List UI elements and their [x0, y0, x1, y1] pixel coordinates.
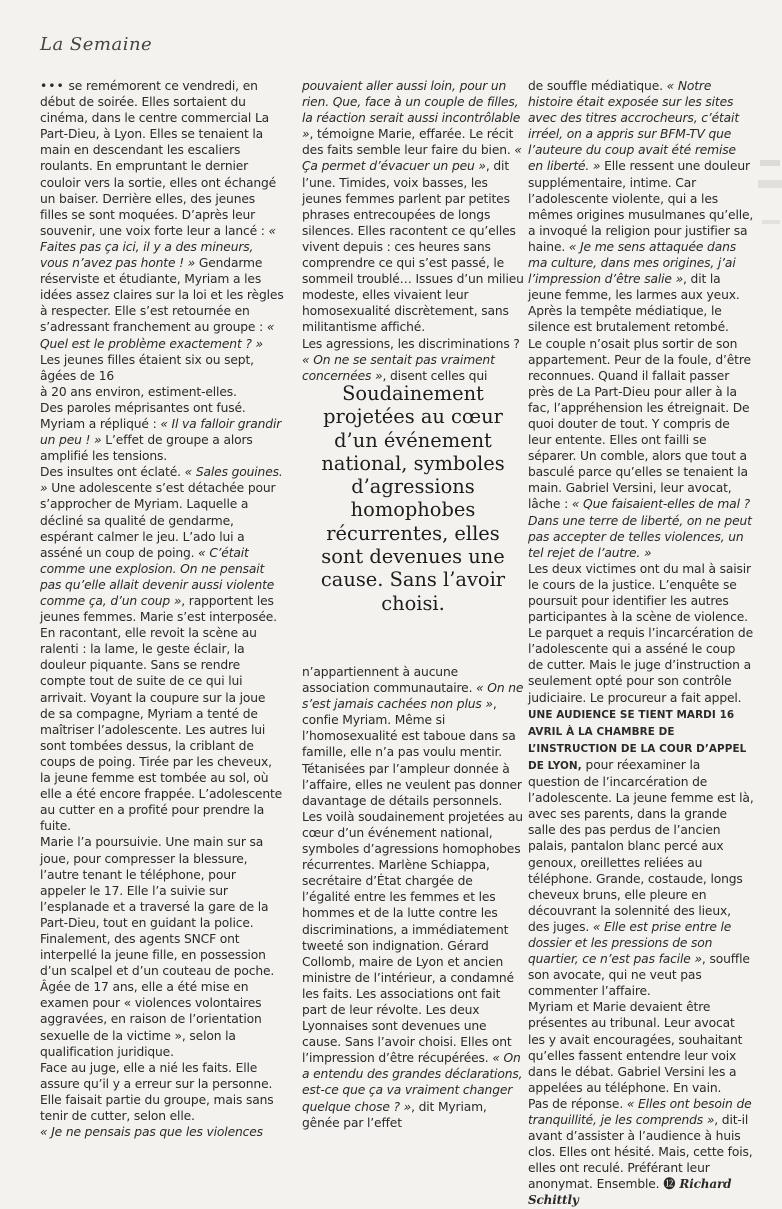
body-text: L’effet de groupe a alors amplifié les tensions. [40, 433, 253, 464]
paragraph: Myriam et Marie devaient être présentes au tribunal. Leur avocat les y avait encouragées, souhaitant qu’elles fassent entendre leur voix dans le débat. Gabriel Versini les a appelées au téléphone. En vain. [528, 1000, 743, 1095]
quote-text: « Ça permet d’évacuer un peu » [302, 143, 522, 174]
paragraph [40, 78, 284, 384]
paragraph [302, 664, 524, 809]
body-text: , dit l’une. Timides, voix basses, les jeunes femmes parlent par petites phrases entrecoupées de longs silences. Elles racontent ce qu’elles vivent depuis : ces heures sans comprendre ce qui s’est passé, le sommeil troublé… Issues d’un milieu modeste, elles vivaient leur homosexualité discrètement, sans militantisme affiché. [302, 159, 524, 335]
body-text: se remémorent ce vendredi, en début de soirée. Elles sortaient du cinéma, dans le centre commercial La Part-Dieu, à Lyon. Elles se tenaient la main en descendant les escaliers roulants. En empruntant le dernier couloir vers la sortie, elles ont échangé un baiser. Derrière elles, des jeunes filles se sont moquées. D’après leur souvenir, une voix forte leur a lancé : [40, 79, 277, 238]
paragraph [40, 1124, 284, 1140]
quote-text: « Elles ont besoin de tranquillité, je les comprends » [528, 1096, 752, 1127]
paragraph: à 20 ans environ, estiment-elles. [40, 384, 237, 399]
paragraph [528, 1096, 754, 1209]
body-text: Une adolescente s’est détachée pour s’approcher de Myriam. Laquelle a décliné sa qualité de gendarme, espérant calmer le jeu. L’ado lui a asséné un coup de poing. [40, 481, 276, 560]
article-column-1 [40, 78, 284, 1140]
body-text: Les agressions, les discriminations ? [302, 336, 520, 351]
paragraph [528, 336, 754, 561]
pull-quote: Soudainement projetées au cœur d’un événement national, symboles d’agressions homophobes récurrentes, elles sont devenues une cause. Sans l’avoir choisi. [320, 382, 506, 615]
body-text: , souffle son avocate, qui ne veut pas commenter l’affaire. [528, 952, 750, 999]
body-text: Les voilà soudainement projetées au cœur d’un événement national, symboles d’agressions homophobes récurrentes. Marlène Schiappa, secrétaire d’État chargée de l’égalité entre les femmes et les hommes et de la lutte contre les discriminations, a immédiatement tweeté son indignation. Gérard Collomb, maire de Lyon et ancien ministre de l’intérieur, a condamné les faits. Les associations ont fait part de leur révolte. Les deux Lyonnaises sont devenues une cause. Sans l’avoir choisi. Elles ont l’impression d’être récupérées. [302, 809, 523, 1066]
quote-text: « Notre histoire était exposée sur les sites avec des titres accrocheurs, c’était irréel, on a appris sur BFM-TV que l’auteure du coup avait été remise en liberté. » [528, 79, 739, 174]
body-text: , dit Myriam, gênée par l’effet [302, 1099, 487, 1130]
body-text: Elle ressent une douleur supplémentaire, intime. Car l’adolescente violente, qui a les mêmes origines musulmanes qu’elle, a invoqué la religion pour justifier sa haine. [528, 159, 754, 254]
quote-text: « On a entendu des grandes déclarations, est-ce que ça va vraiment changer quelque chose ? » [302, 1051, 523, 1114]
bleed-through-shadow [756, 150, 782, 290]
paragraph: Face au juge, elle a nié les faits. Elle assure qu’il y a erreur sur la personne. Elle faisait partie du groupe, mais sans tenir de cutter, selon elle. [40, 1060, 274, 1123]
paragraph: Marie l’a poursuivie. Une main sur sa joue, pour compresser la blessure, l’autre tenant le téléphone, pour appeler le 17. Elle l’a suivie sur l’esplanade et a traversé la gare de la Part-Dieu, tout en guidant la police. Finalement, des agents SNCF ont interpellé la jeune fille, en possession d’un scalpel et d’un couteau de poche. Âgée de 17 ans, elle a été mise en examen pour « violences volontaires aggravées, en raison de l’orientation sexuelle de la victime », selon la qualification juridique. [40, 835, 275, 1059]
paragraph: Les deux victimes ont du mal à saisir le cours de la justice. L’enquête se poursuit pour identifier les autres participantes à la scène de violence. Le parquet a requis l’incarcération de l’adolescente qui a asséné le coup de cutter. Mais le juge d’instruction a seulement opté pour son contrôle judiciaire. Le procureur a fait appel. [528, 561, 753, 705]
body-text: Pas de réponse. [528, 1096, 627, 1111]
article-column-3 [528, 78, 754, 1209]
quote-text: « Il va falloir grandir un peu ! » [40, 416, 282, 448]
paragraph [528, 78, 754, 336]
lead-in-caps: UNE AUDIENCE SE TIENT MARDI 16 AVRIL À LA CHAMBRE DE L’INSTRUCTION DE LA COUR D’APPEL DE LYON, [528, 708, 747, 772]
end-mark-icon: ⓬ [663, 1177, 676, 1192]
body-text: n’appartiennent à aucune association communautaire. [302, 665, 477, 696]
paragraph [528, 706, 754, 1000]
article-column-2-top [302, 78, 524, 384]
body-text: , rapportent les jeunes femmes. Marie s’est interposée. En racontant, elle revoit la scène au ralenti : la lame, le geste éclair, la douleur piquante. Sans se rendre compte tout de suite de ce qui lui arrivait. Voyant la coupure sur la joue de sa compagne, Myriam a tenté de maîtriser l’adolescente. Les autres lui sont tombées dessus, la criblant de coups de poing. Tirée par les cheveux, la jeune femme est tombée au sol, où elle a été encore frappée. L’adolescente au cutter en a profité pour prendre la fuite. [40, 594, 283, 834]
paragraph [40, 416, 284, 464]
body-text: Gendarme réserviste et étudiante, Myriam a les idées assez claires sur la loi et les règles à respecter. Elle s’est retournée en s’adressant franchement au groupe : [40, 256, 284, 335]
body-text: Les jeunes filles étaient six ou sept, âgées de 16 [40, 352, 254, 383]
body-text: Le couple n’osait plus sortir de son appartement. Peur de la foule, d’être reconnues. Quand il fallait passer près de La Part-Dieu pour aller à la fac, l’appréhension les étreignait. De quoi douter de tout. Y compris de leur entente. Elles ont failli se séparer. Un comble, alors que tout a basculé parce qu’elles se tenaient la main. Gabriel Versini, leur avocat, lâche : [528, 336, 751, 512]
quote-text: « Quel est le problème exactement ? » [40, 320, 275, 351]
continuation-dots: ••• [40, 79, 65, 93]
quote-text: pouvaient aller aussi loin, pour un rien. Que, face à un couple de filles, la réaction serait aussi incontrôlable » [302, 79, 521, 142]
paragraph [302, 809, 524, 1131]
body-text: , confie Myriam. Même si l’homosexualité est taboue dans sa famille, elle n’a pas voulu mentir. Tétanisées par l’ampleur donnée à l’affaire, elles ne veulent pas donner davantage de détails personnels. [302, 697, 522, 808]
body-text: pour réexaminer la question de l’incarcération de l’adolescente. La jeune femme est là, avec ses parents, dans la grande salle des pas perdus de l’ancien palais, pantalon blanc percé aux genoux, oreillettes reliées au téléphone. Grande, costaude, longs cheveux bruns, elle pleure en découvrant la solennité des lieux, des juges. [528, 757, 754, 934]
author-signature: Richard Schittly [528, 1177, 732, 1208]
section-header: La Semaine [40, 34, 153, 55]
paragraph [302, 336, 524, 384]
body-text: , disent celles qui [382, 368, 488, 383]
body-text: Myriam a répliqué : [40, 416, 161, 431]
quote-text: « Je ne pensais pas que les violences [40, 1125, 263, 1140]
paragraph [302, 78, 524, 336]
quote-text: « On ne s’est jamais cachées non plus » [302, 681, 524, 712]
article-column-2-bottom [302, 664, 524, 1131]
quote-text: « Je me sens attaquée dans ma culture, dans mes origines, j’ai l’impression d’être salie » [528, 239, 737, 287]
quote-text: « C’était comme une explosion. On ne pensait pas qu’elle allait devenir aussi violente comme ça, d’un coup » [40, 545, 275, 608]
quote-text: « Sales gouines. » [40, 465, 283, 496]
quote-text: « On ne se sentait pas vraiment concernées » [302, 352, 495, 383]
body-text: , dit la jeune femme, les larmes aux yeux. Après la tempête médiatique, le silence est brutalement retombé. [528, 272, 740, 335]
paragraph [40, 464, 284, 834]
quote-text: « Faites pas ça ici, il y a des mineurs, vous n’avez pas honte ! » [40, 223, 276, 271]
quote-text: « Elle est prise entre le dossier et les pressions de son quartier, ce n’est pas facile » [528, 919, 732, 967]
paragraph: Des paroles méprisantes ont fusé. [40, 400, 246, 415]
body-text: Des insultes ont éclaté. [40, 465, 185, 480]
quote-text: « Que faisaient-elles de mal ? Dans une terre de liberté, on ne peut pas accepter de telles violences, un tel rejet de l’autre. » [528, 497, 752, 560]
body-text: de souffle médiatique. [528, 79, 667, 93]
body-text: , dit-il avant d’assister à l’audience à huis clos. Elles ont hésité. Mais, cette fois, elles ont reculé. Préférant leur anonymat. Ensemble. [528, 1113, 753, 1192]
body-text: , témoigne Marie, effarée. Le récit des faits semble leur faire du bien. [302, 127, 515, 158]
